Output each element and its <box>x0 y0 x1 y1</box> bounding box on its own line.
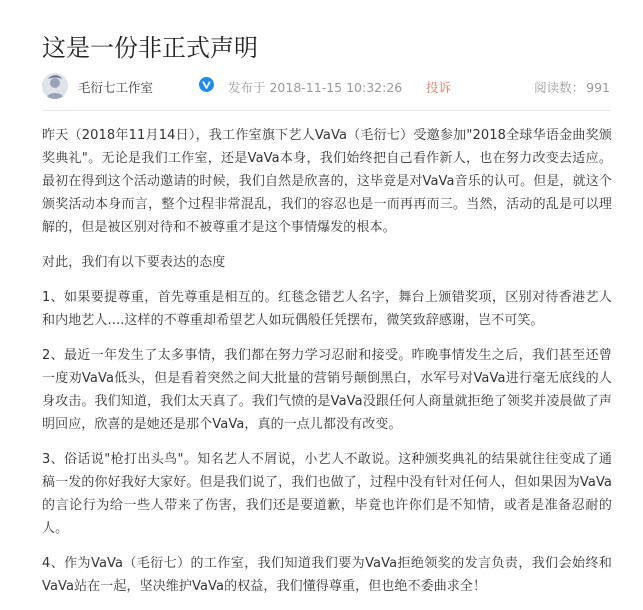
publish-date: 发布于 2018-11-15 10:32:26 <box>228 80 403 95</box>
article-title: 这是一份非正式声明 <box>42 34 258 62</box>
article-body <box>42 124 612 610</box>
read-count-value: 991 <box>586 80 610 95</box>
read-count <box>534 78 610 96</box>
paragraph-point-4: 4、作为VaVa（毛衍七）的工作室，我们知道我们要为VaVa拒绝领奖的发言负责，我们会始终和VaVa站在一起，坚决维护VaVa的权益，我们懂得尊重，但也绝不委曲求全！ <box>42 556 612 594</box>
paragraph-point-2: 2、最近一年发生了太多事情，我们都在努力学习忍耐和接受。昨晚事情发生之后，我们甚至还曾一度劝VaVa低头，但是看着突然之间大批量的营销号颠倒黑白，水军号对VaVa进行毫无底线的人身攻击。我们知道，我们太天真了。我们气愤的是VaVa没跟任何人商量就拒绝了领奖并凌晨做了声明回应，欣喜的是她还是那个VaVa，真的一点儿都没有改变。 <box>42 348 612 432</box>
report-link[interactable]: 投诉 <box>426 80 452 95</box>
read-count-label: 阅读数： <box>534 80 585 95</box>
article-meta <box>42 72 610 100</box>
verified-badge-icon <box>199 77 214 92</box>
author-name[interactable]: 毛衍七工作室 <box>78 80 154 95</box>
paragraph-intro: 昨天（2018年11月14日），我工作室旗下艺人VaVa（毛衍七）受邀参加"2018全球华语金曲奖颁奖典礼"。无论是我们工作室，还是VaVa本身，我们始终把自己看作新人，也在努力改变去适应。最初在得到这个活动邀请的时候，我们自然是欣喜的，这毕竟是对VaVa音乐的认可。但是，就这个颁奖活动本身而言，整个过程非常混乱，我们的容忍也是一而再再而三。当然，活动的乱是可以理解的，但是被区别对待和不被尊重才是这个事情爆发的根本。 <box>42 128 612 235</box>
avatar[interactable] <box>42 73 68 99</box>
avatar-icon <box>42 73 68 99</box>
paragraph-point-3: 3、俗话说"枪打出头鸟"。知名艺人不屑说，小艺人不敢说。这种颁奖典礼的结果就往往变成了通稿一发的你好我好大家好。但是我们说了，我们也做了，过程中没有针对任何人，但如果因为VaVa的言论行为给一些人带来了伤害，我们还是要道歉，毕竟也许你们是不知情，或者是准备忍耐的人。 <box>42 452 612 536</box>
paragraph-point-1: 1、如果要提尊重，首先尊重是相互的。红毯念错艺人名字，舞台上颁错奖项，区别对待香港艺人和内地艺人....这样的不尊重却希望艺人如玩偶般任凭摆布，微笑致辞感谢，岂不可笑。 <box>42 290 612 328</box>
paragraph-stance: 对此，我们有以下要表达的态度 <box>42 255 226 270</box>
divider <box>42 110 610 111</box>
